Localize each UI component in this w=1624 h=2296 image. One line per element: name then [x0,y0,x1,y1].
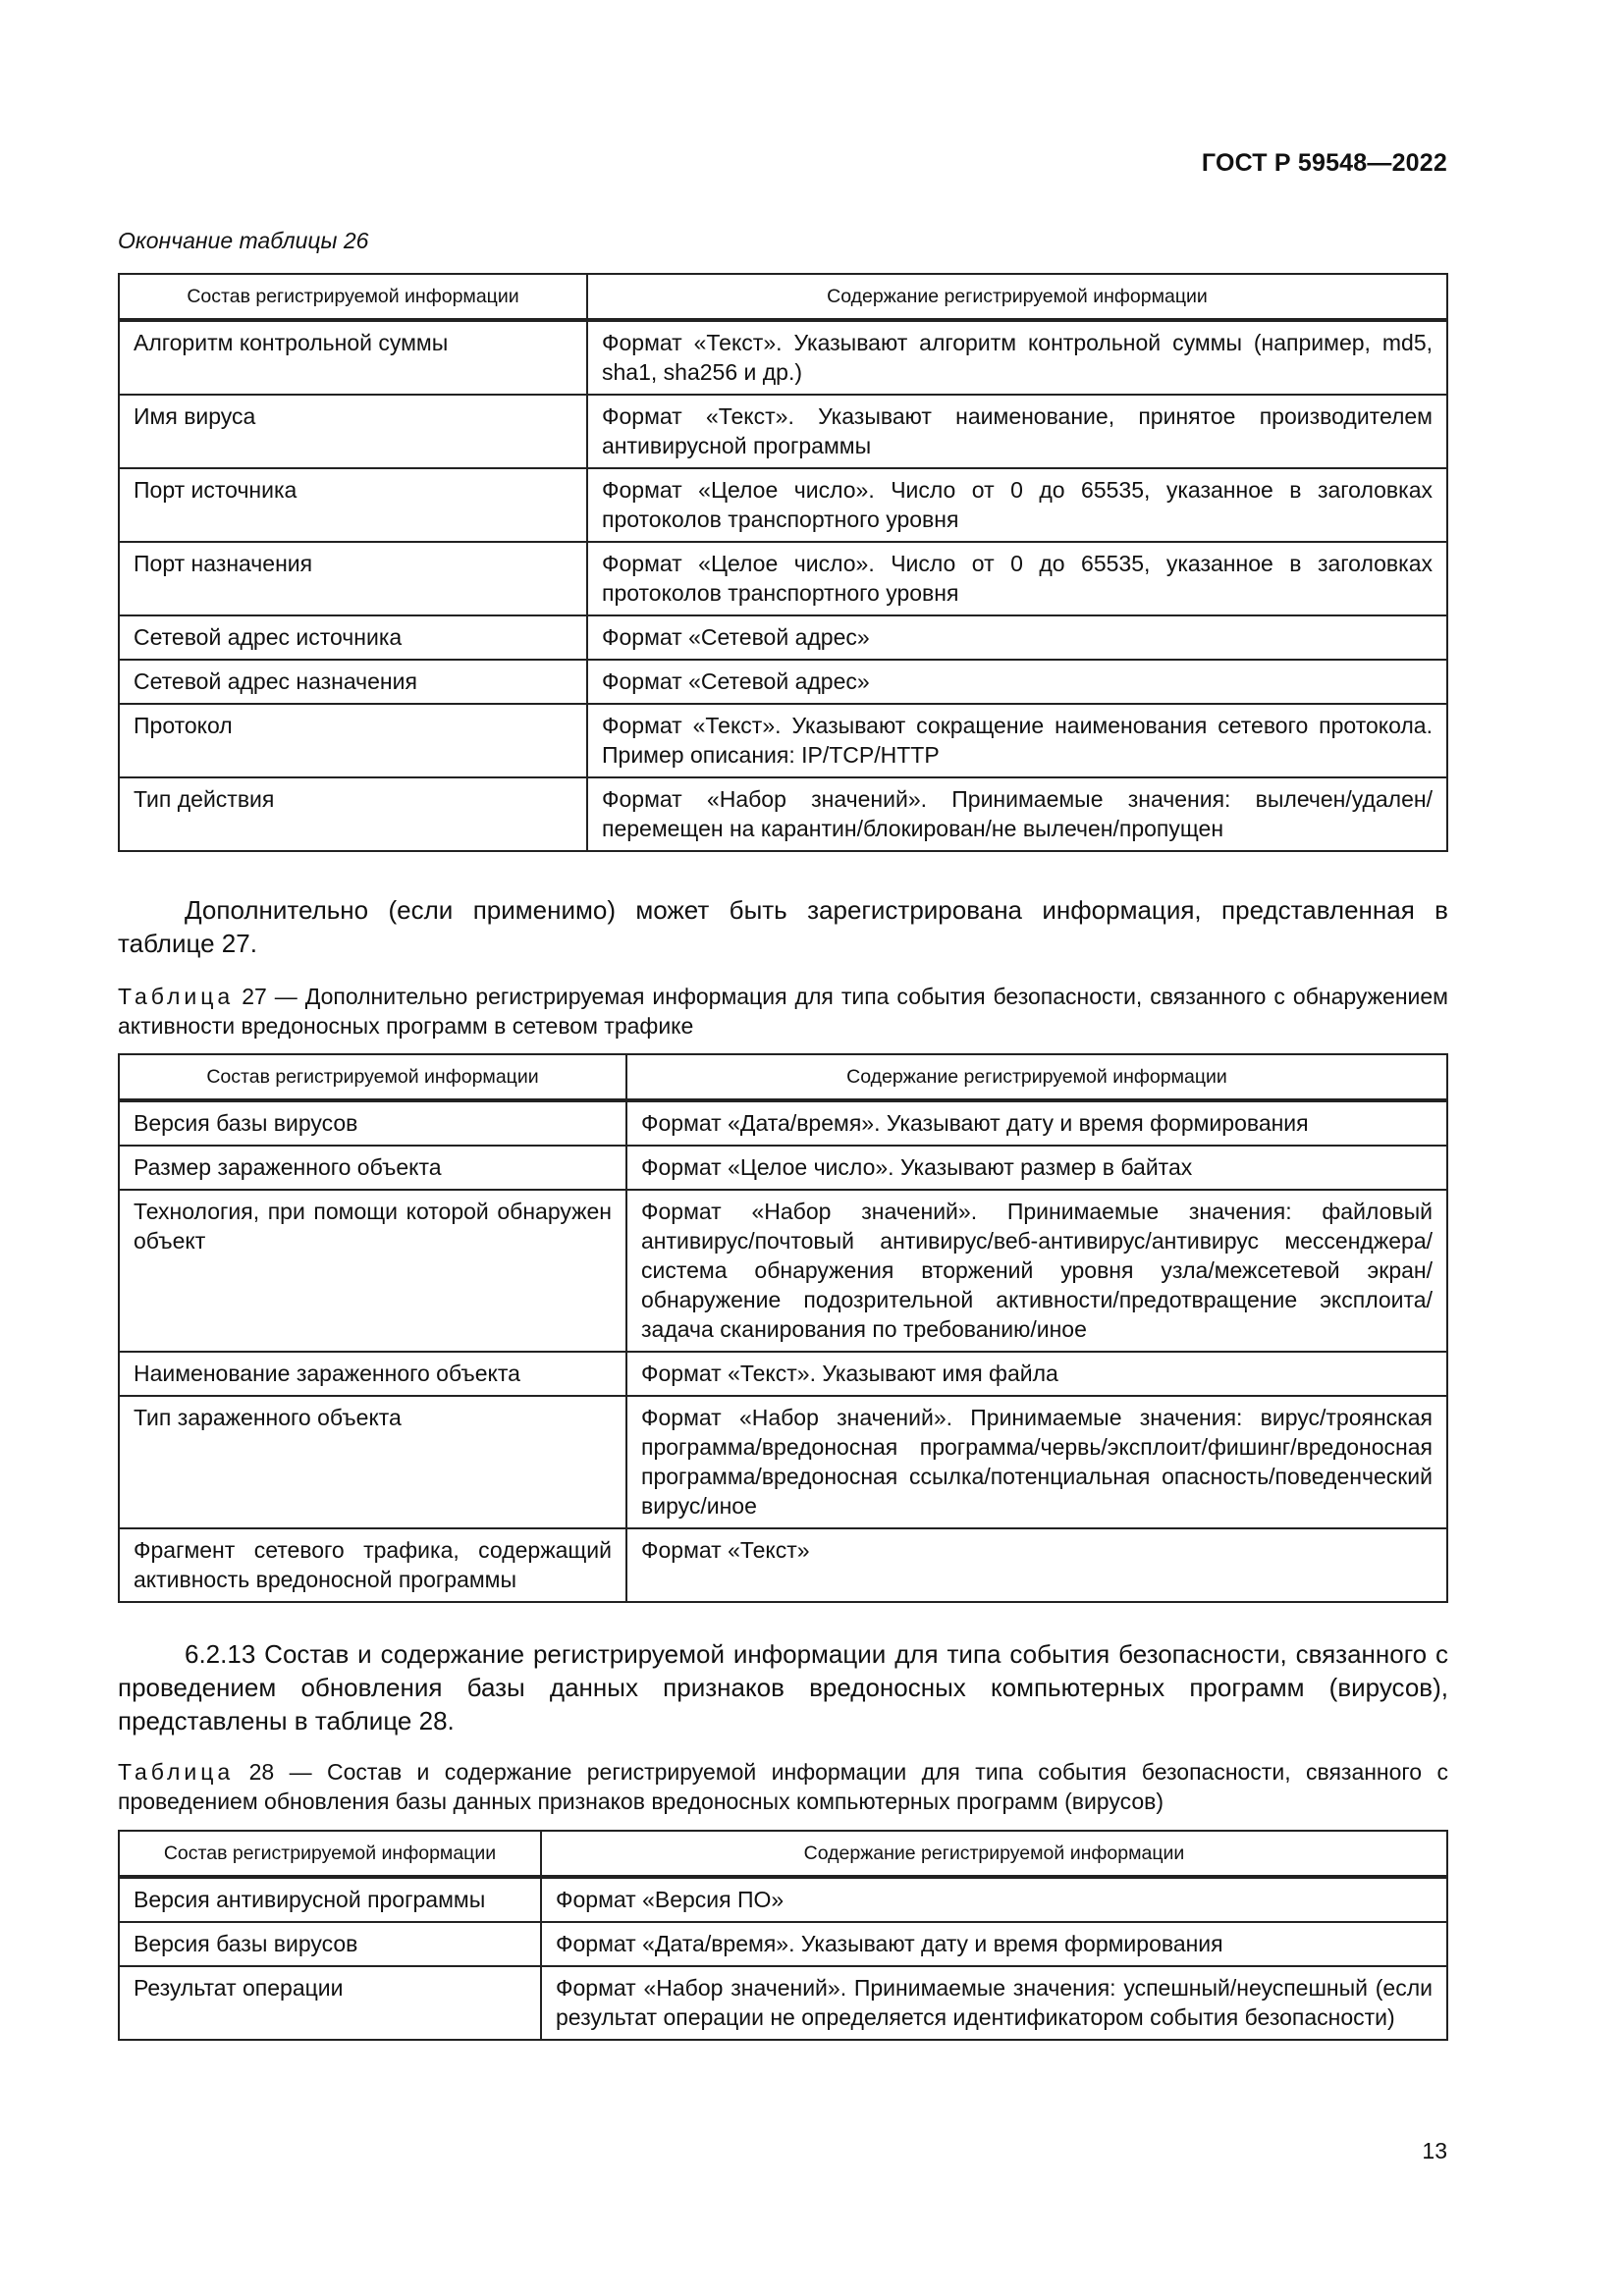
body-paragraph: Дополнительно (если применимо) может быть зарегистрирована информация, представленная в таблице 27. [118,895,1448,958]
table-row [119,320,1447,395]
row-content: Формат «Набор значений». Принимаемые значения: успешный/неуспешный (если результат операции не определяется идентификатором события безопасности) [541,1966,1447,2040]
row-content: Формат «Текст». Указывают наименование, принятое производителем антивирусной программы [587,395,1447,468]
table-row [119,1922,1447,1966]
caption-text: 28 — Состав и содержание регистрируемой информации для типа события безопасности, связанного с проведением обновления базы данных признаков вредоносных компьютерных программ (вирусов) [118,1759,1448,1814]
row-content: Формат «Целое число». Указывают размер в байтах [626,1146,1447,1190]
col-header-composition: Состав регистрируемой информации [119,274,587,320]
row-content: Формат «Сетевой адрес» [587,660,1447,704]
row-name: Фрагмент сетевого трафика, содержащий активность вредоносной программы [119,1528,626,1602]
row-content: Формат «Дата/время». Указывают дату и время формирования [626,1100,1447,1146]
row-content: Формат «Дата/время». Указывают дату и время формирования [541,1922,1447,1966]
row-content: Формат «Целое число». Число от 0 до 65535, указанное в заголовках протоколов транспортного уровня [587,542,1447,615]
row-name: Тип действия [119,777,587,851]
row-content: Формат «Текст». Указывают алгоритм контрольной суммы (например, md5, sha1, sha256 и др.) [587,320,1447,395]
row-name: Сетевой адрес источника [119,615,587,660]
table26-continuation-label: Окончание таблицы 26 [118,228,369,253]
table-row [119,1966,1447,2040]
row-content: Формат «Набор значений». Принимаемые значения: вылечен/удален/перемещен на карантин/блокирован/не вылечен/пропущен [587,777,1447,851]
col-header-content: Содержание регистрируемой информации [626,1054,1447,1100]
table-row [119,1190,1447,1352]
table-row [119,704,1447,777]
table-row [119,660,1447,704]
table-row [119,468,1447,542]
table27-caption [118,982,1448,1041]
table-row [119,1396,1447,1528]
table-row [119,395,1447,468]
document-code: ГОСТ Р 59548—2022 [1201,149,1447,177]
row-name: Результат операции [119,1966,541,2040]
row-name: Наименование зараженного объекта [119,1352,626,1396]
row-name: Размер зараженного объекта [119,1146,626,1190]
col-header-composition: Состав регистрируемой информации [119,1831,541,1877]
table-row [119,777,1447,851]
table-row [119,1146,1447,1190]
row-content: Формат «Сетевой адрес» [587,615,1447,660]
row-content: Формат «Версия ПО» [541,1877,1447,1922]
row-content: Формат «Текст». Указывают сокращение наименования сетевого протокола. Пример описания: IP/TCP/HTTP [587,704,1447,777]
row-name: Протокол [119,704,587,777]
table-row [119,1528,1447,1602]
row-name: Сетевой адрес назначения [119,660,587,704]
row-name: Технология, при помощи которой обнаружен объект [119,1190,626,1352]
table28-caption [118,1757,1448,1816]
row-name: Версия базы вирусов [119,1100,626,1146]
table-row [119,1352,1447,1396]
col-header-content: Содержание регистрируемой информации [587,274,1447,320]
row-name: Версия антивирусной программы [119,1877,541,1922]
row-content: Формат «Набор значений». Принимаемые значения: вирус/троянская программа/вредоносная программа/червь/эксплоит/фишинг/вредоносная программа/вредоносная ссылка/потенциальная опасность/поведенческий вирус/иное [626,1396,1447,1528]
table-row [119,1100,1447,1146]
table-row [119,542,1447,615]
table-row [119,1877,1447,1922]
table-header-row [119,1831,1447,1877]
caption-word: Таблица [118,984,235,1009]
page-number: 13 [1422,2138,1447,2163]
table-28 [118,1830,1448,2041]
col-header-composition: Состав регистрируемой информации [119,1054,626,1100]
caption-text: 27 — Дополнительно регистрируемая информация для типа события безопасности, связанного с обнаружением активности вредоносных программ в сетевом трафике [118,984,1448,1039]
row-name: Алгоритм контрольной суммы [119,320,587,395]
row-name: Имя вируса [119,395,587,468]
table-27 [118,1053,1448,1603]
row-content: Формат «Текст». Указывают имя файла [626,1352,1447,1396]
row-content: Формат «Целое число». Число от 0 до 65535, указанное в заголовках протоколов транспортного уровня [587,468,1447,542]
row-content: Формат «Текст» [626,1528,1447,1602]
table-26 [118,273,1448,852]
table-row [119,615,1447,660]
table-header-row [119,1054,1447,1100]
caption-word: Таблица [118,1759,235,1785]
row-name: Порт источника [119,468,587,542]
table-header-row [119,274,1447,320]
col-header-content: Содержание регистрируемой информации [541,1831,1447,1877]
row-content: Формат «Набор значений». Принимаемые значения: файловый антивирус/почтовый антивирус/веб-антивирус/антивирус мессенджера/система обнаружения вторжений уровня узла/межсетевой экран/обнаружение подозрительной активности/предотвращение эксплоита/задача сканирования по требованию/иное [626,1190,1447,1352]
row-name: Порт назначения [119,542,587,615]
row-name: Тип зараженного объекта [119,1396,626,1528]
row-name: Версия базы вирусов [119,1922,541,1966]
section-paragraph: 6.2.13 Состав и содержание регистрируемой информации для типа события безопасности, связанного с проведением обновления базы данных признаков вредоносных компьютерных программ (вирусов), представлены в таблице 28. [118,1639,1448,1735]
